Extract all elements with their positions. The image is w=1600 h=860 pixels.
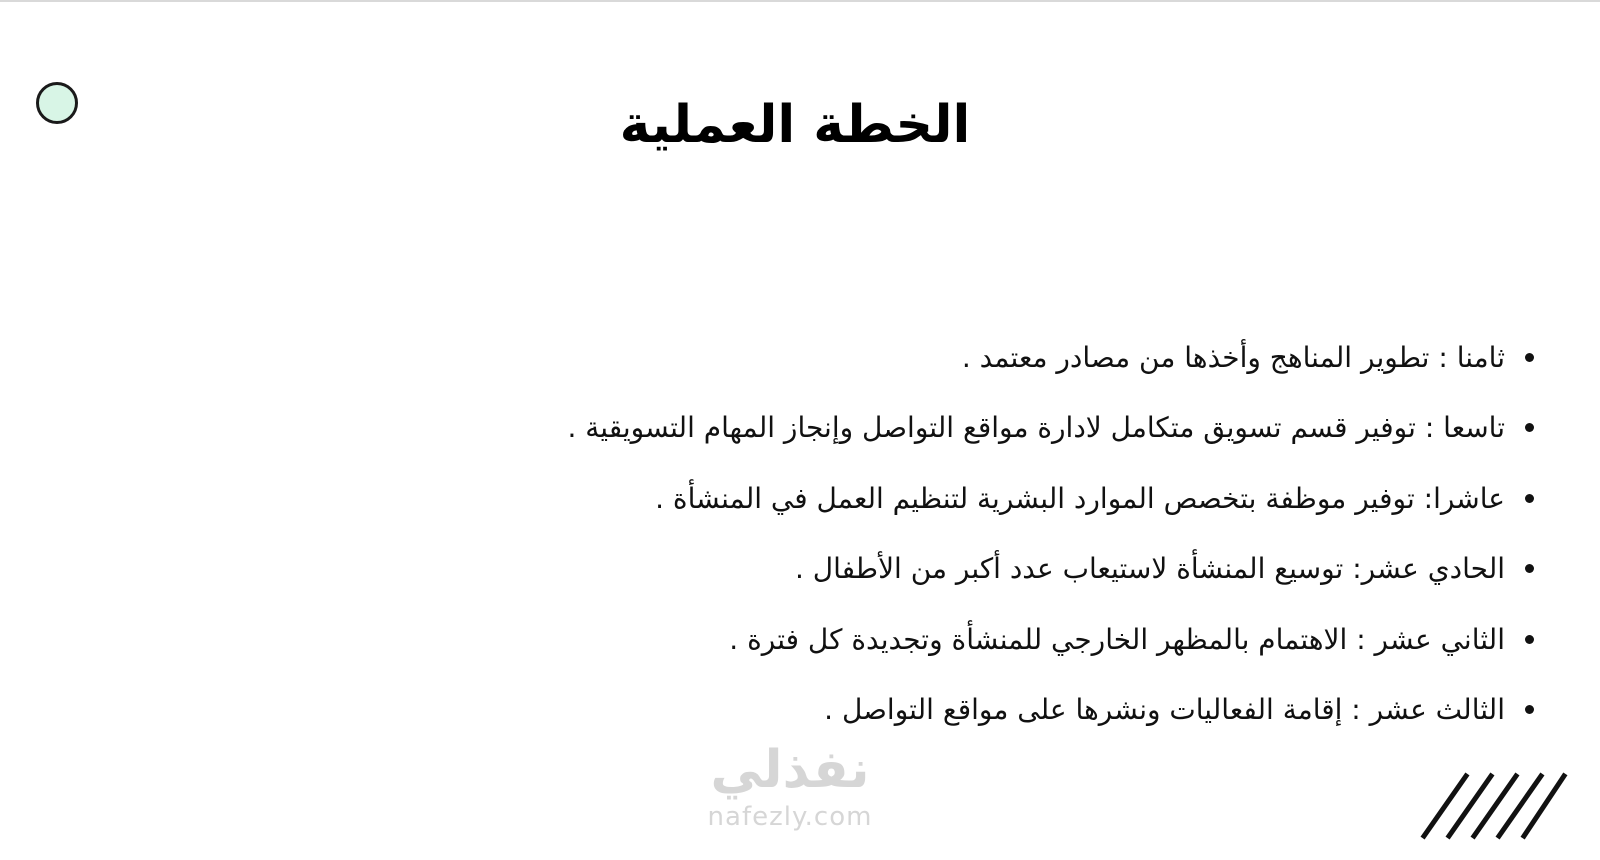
list-item bbox=[384, 463, 1534, 534]
list-item bbox=[384, 534, 1534, 605]
watermark-logo-text: نفذلي bbox=[710, 740, 870, 800]
bullet-icon bbox=[1525, 635, 1534, 644]
list-item-text: الحادي عشر: توسيع المنشأة لاستيعاب عدد أكبر من الأطفال . bbox=[794, 552, 1505, 586]
slashes-icon bbox=[1418, 770, 1568, 840]
list-item-text: ثامنا : تطوير المناهج وأخذها من مصادر معتمد . bbox=[961, 340, 1505, 374]
watermark-url: nafezly.com bbox=[707, 802, 873, 832]
list-item-text: عاشرا: توفير موظفة بتخصص الموارد البشرية لتنظيم العمل في المنشأة . bbox=[655, 481, 1505, 515]
list-item bbox=[384, 604, 1534, 675]
circle-icon bbox=[36, 82, 78, 124]
bullet-icon bbox=[1525, 423, 1534, 432]
slide-title: الخطة العملية bbox=[619, 95, 971, 155]
list-item bbox=[384, 675, 1534, 746]
bullet-icon bbox=[1525, 353, 1534, 362]
bullet-icon bbox=[1525, 564, 1534, 573]
list-item-text: الثاني عشر : الاهتمام بالمظهر الخارجي للمنشأة وتجديدة كل فترة . bbox=[729, 622, 1505, 656]
top-border bbox=[0, 0, 1600, 2]
bullet-icon bbox=[1525, 705, 1534, 714]
watermark bbox=[640, 740, 940, 834]
list-item-text: تاسعا : توفير قسم تسويق متكامل لادارة مواقع التواصل وإنجاز المهام التسويقية . bbox=[567, 411, 1505, 445]
list-item-text: الثالث عشر : إقامة الفعاليات ونشرها على مواقع التواصل . bbox=[824, 693, 1505, 727]
bullet-list bbox=[384, 322, 1534, 745]
list-item bbox=[384, 393, 1534, 464]
list-item bbox=[384, 322, 1534, 393]
bullet-icon bbox=[1525, 494, 1534, 503]
